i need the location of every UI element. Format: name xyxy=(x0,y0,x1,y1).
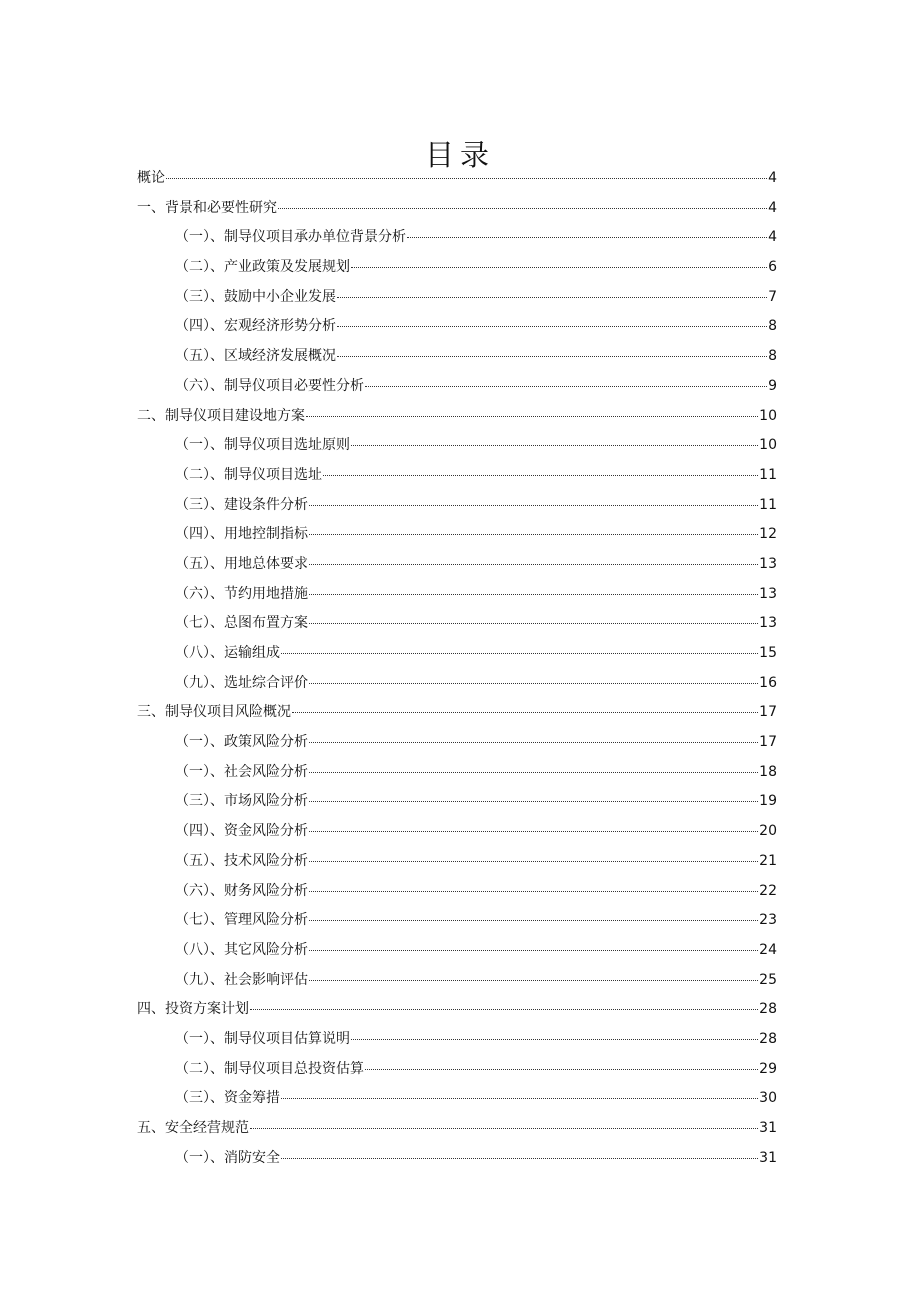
toc-dot-leader xyxy=(351,267,767,268)
toc-entry[interactable] xyxy=(137,283,777,313)
toc-page-number: 13 xyxy=(759,615,777,632)
toc-dot-leader xyxy=(309,742,758,743)
toc-entry[interactable] xyxy=(137,461,777,491)
toc-dot-leader xyxy=(281,1158,758,1159)
toc-page-number: 11 xyxy=(759,466,777,483)
toc-entry-text: 四、投资方案计划 xyxy=(137,1001,249,1018)
toc-entry-text: （二）、制导仪项目总投资估算 xyxy=(175,1060,364,1077)
toc-entry[interactable] xyxy=(137,164,777,194)
toc-dot-leader xyxy=(278,208,767,209)
toc-entry[interactable] xyxy=(137,1025,777,1055)
toc-entry-text: 概论 xyxy=(137,170,165,186)
toc-dot-leader xyxy=(365,1069,758,1070)
toc-page-number: 25 xyxy=(759,971,777,988)
toc-entry[interactable] xyxy=(137,520,777,550)
toc-entry[interactable] xyxy=(137,817,777,847)
toc-dot-leader xyxy=(351,1039,758,1040)
toc-page-number: 23 xyxy=(759,912,777,929)
toc-entry-text: （一）、政策风险分析 xyxy=(175,734,308,751)
toc-entry-text: （三）、市场风险分析 xyxy=(175,793,308,810)
toc-dot-leader xyxy=(166,178,767,179)
toc-page-number: 7 xyxy=(768,288,777,305)
toc-page-number: 13 xyxy=(759,585,777,602)
toc-dot-leader xyxy=(407,237,767,238)
toc-entry[interactable] xyxy=(137,491,777,521)
toc-dot-leader xyxy=(337,356,767,357)
toc-entry-text: （二）、制导仪项目选址 xyxy=(175,466,322,483)
toc-entry[interactable] xyxy=(137,431,777,461)
toc-entry[interactable] xyxy=(137,1055,777,1085)
toc-entry-text: （二）、产业政策及发展规划 xyxy=(175,259,350,276)
toc-page-number: 10 xyxy=(759,407,777,424)
toc-dot-leader xyxy=(309,950,758,951)
toc-page-number: 17 xyxy=(759,704,777,721)
toc-entry[interactable] xyxy=(137,402,777,432)
toc-dot-leader xyxy=(281,653,758,654)
toc-entry[interactable] xyxy=(137,995,777,1025)
toc-entry-text: （五）、区域经济发展概况 xyxy=(175,348,336,365)
toc-page-number: 12 xyxy=(759,526,777,543)
toc-page-number: 15 xyxy=(759,645,777,661)
toc-page-number: 20 xyxy=(759,823,777,840)
toc-entry[interactable] xyxy=(137,1084,777,1114)
toc-dot-leader xyxy=(250,1009,758,1010)
toc-dot-leader xyxy=(309,534,758,535)
toc-entry-text: 五、安全经营规范 xyxy=(137,1120,249,1136)
toc-dot-leader xyxy=(365,386,767,387)
toc-entry[interactable] xyxy=(137,936,777,966)
toc-dot-leader xyxy=(309,623,758,624)
toc-entry-text: （三）、资金筹措 xyxy=(175,1090,280,1107)
toc-page-number: 31 xyxy=(759,1120,777,1136)
toc-page-number: 28 xyxy=(759,1001,777,1018)
toc-entry[interactable] xyxy=(137,609,777,639)
toc-entry[interactable] xyxy=(137,787,777,817)
toc-entry-text: （七）、管理风险分析 xyxy=(175,912,308,929)
page-title: 目录 xyxy=(424,138,495,173)
toc-page-number: 28 xyxy=(759,1030,777,1047)
toc-entry[interactable] xyxy=(137,223,777,253)
toc-entry[interactable] xyxy=(137,550,777,580)
toc-entry-text: （六）、制导仪项目必要性分析 xyxy=(175,377,364,394)
toc-entry[interactable] xyxy=(137,698,777,728)
toc-entry-text: （七）、总图布置方案 xyxy=(175,615,308,632)
toc-entry[interactable] xyxy=(137,669,777,699)
toc-page-number: 31 xyxy=(759,1149,777,1166)
toc-page-number: 4 xyxy=(768,170,777,186)
toc-page-number: 11 xyxy=(759,496,777,513)
toc-entry-text: （六）、节约用地措施 xyxy=(175,585,308,602)
toc-dot-leader xyxy=(309,861,758,862)
toc-page-number: 16 xyxy=(759,674,777,691)
toc-dot-leader xyxy=(309,980,758,981)
toc-page-number: 17 xyxy=(759,734,777,751)
toc-dot-leader xyxy=(309,920,758,921)
toc-entry-text: （四）、资金风险分析 xyxy=(175,823,308,840)
toc-page-number: 30 xyxy=(759,1090,777,1107)
toc-entry[interactable] xyxy=(137,758,777,788)
toc-page-number: 29 xyxy=(759,1060,777,1077)
toc-entry-text: （八）、其它风险分析 xyxy=(175,941,308,958)
toc-dot-leader xyxy=(309,594,758,595)
toc-entry[interactable] xyxy=(137,877,777,907)
toc-page-number: 4 xyxy=(768,229,777,246)
toc-page-number: 24 xyxy=(759,941,777,958)
toc-page-number: 19 xyxy=(759,793,777,810)
toc-page-number: 10 xyxy=(759,437,777,454)
toc-entry-text: （一）、制导仪项目估算说明 xyxy=(175,1030,350,1047)
toc-page-number: 9 xyxy=(768,377,777,394)
toc-entry[interactable] xyxy=(137,847,777,877)
toc-entry-text: （九）、社会影响评估 xyxy=(175,971,308,988)
toc-entry[interactable] xyxy=(137,580,777,610)
toc-page-number: 8 xyxy=(768,318,777,335)
toc-entry-text: （五）、用地总体要求 xyxy=(175,555,308,572)
toc-entry-text: 一、背景和必要性研究 xyxy=(137,199,277,216)
toc-entry-text: （三）、鼓励中小企业发展 xyxy=(175,288,336,305)
toc-entry[interactable] xyxy=(137,342,777,372)
toc-entry[interactable] xyxy=(137,1144,777,1174)
toc-dot-leader xyxy=(306,416,758,417)
toc-entry[interactable] xyxy=(137,966,777,996)
toc-page-number: 8 xyxy=(768,348,777,365)
toc-dot-leader xyxy=(292,712,758,713)
toc-dot-leader xyxy=(351,445,758,446)
toc-entry[interactable] xyxy=(137,372,777,402)
toc-entry[interactable] xyxy=(137,194,777,224)
toc-entry[interactable] xyxy=(137,728,777,758)
toc-dot-leader xyxy=(309,683,758,684)
toc-dot-leader xyxy=(309,564,758,565)
toc-entry[interactable] xyxy=(137,639,777,669)
toc-dot-leader xyxy=(281,1098,758,1099)
toc-entry-text: （九）、选址综合评价 xyxy=(175,674,308,691)
toc-page-number: 21 xyxy=(759,852,777,869)
toc-entry-text: （四）、宏观经济形势分析 xyxy=(175,318,336,335)
toc-entry-text: （四）、用地控制指标 xyxy=(175,526,308,543)
toc-dot-leader xyxy=(309,772,758,773)
toc-entry-text: （一）、社会风险分析 xyxy=(175,763,308,780)
toc-page-number: 13 xyxy=(759,555,777,572)
table-of-contents xyxy=(137,164,777,1173)
toc-page-number: 22 xyxy=(759,882,777,899)
toc-entry-text: 三、制导仪项目风险概况 xyxy=(137,704,291,721)
toc-page-number: 18 xyxy=(759,763,777,780)
toc-entry-text: （一）、制导仪项目选址原则 xyxy=(175,437,350,454)
toc-entry-text: （五）、技术风险分析 xyxy=(175,852,308,869)
toc-dot-leader xyxy=(337,326,767,327)
toc-page-number: 4 xyxy=(768,199,777,216)
toc-entry-text: （三）、建设条件分析 xyxy=(175,496,308,513)
toc-entry-text: （一）、消防安全 xyxy=(175,1149,280,1166)
toc-dot-leader xyxy=(309,801,758,802)
toc-dot-leader xyxy=(323,475,758,476)
toc-entry[interactable] xyxy=(137,1114,777,1144)
toc-page-number: 6 xyxy=(768,259,777,276)
toc-entry[interactable] xyxy=(137,906,777,936)
toc-dot-leader xyxy=(337,297,767,298)
toc-entry-text: （六）、财务风险分析 xyxy=(175,882,308,899)
toc-dot-leader xyxy=(250,1128,758,1129)
toc-entry-text: 二、制导仪项目建设地方案 xyxy=(137,407,305,424)
toc-entry-text: （八）、运输组成 xyxy=(175,645,280,661)
toc-dot-leader xyxy=(309,505,758,506)
toc-dot-leader xyxy=(309,831,758,832)
toc-entry-text: （一）、制导仪项目承办单位背景分析 xyxy=(175,229,406,246)
toc-entry[interactable] xyxy=(137,253,777,283)
toc-entry[interactable] xyxy=(137,312,777,342)
toc-dot-leader xyxy=(309,891,758,892)
